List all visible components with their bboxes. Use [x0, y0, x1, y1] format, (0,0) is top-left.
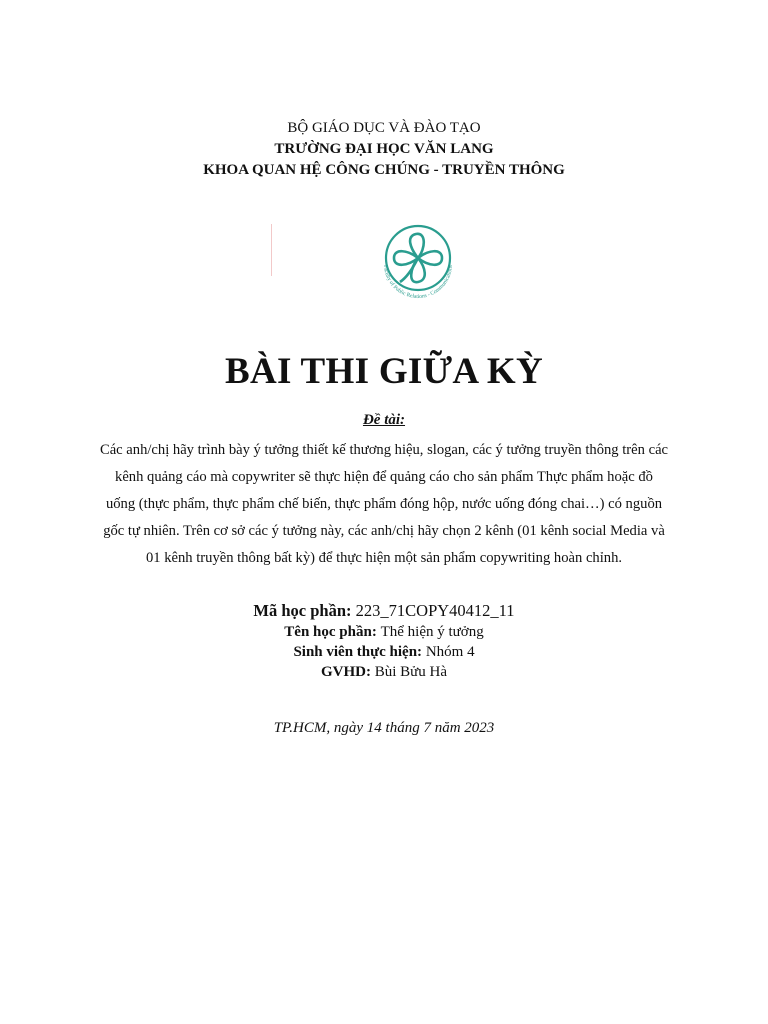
topic-text	[84, 437, 684, 572]
course-code-row	[0, 600, 768, 622]
topic-line: Các anh/chị hãy trình bày ý tưởng thiết kế thương hiệu, slogan, các ý tưởng truyền thông trên các	[99, 442, 669, 458]
page-title: BÀI THI GIỮA KỲ	[224, 351, 544, 392]
topic-line: gốc tự nhiên. Trên cơ sở các ý tưởng này, các anh/chị hãy chọn 2 kênh (01 kênh social Media và	[103, 523, 665, 539]
course-info	[0, 600, 768, 682]
course-name-value: Thể hiện ý tưởng	[380, 624, 484, 640]
students-row	[0, 642, 768, 662]
students-label: Sinh viên thực hiện:	[293, 644, 426, 660]
topic-label: Đề tài:	[362, 412, 406, 428]
students-value: Nhóm 4	[425, 644, 475, 660]
course-name-label: Tên học phần:	[284, 624, 381, 640]
topic-line: kênh quảng cáo mà copywriter sẽ thực hiện để quảng cáo cho sản phẩm Thực phẩm hoặc đồ	[115, 469, 653, 485]
topic-line: uống (thực phẩm, thực phẩm chế biến, thực phẩm đóng hộp, nước uống đóng chai…) có nguồn	[105, 496, 663, 512]
ministry-name: BỘ GIÁO DỤC VÀ ĐÀO TẠO	[287, 120, 481, 136]
advisor-value: Bùi Bửu Hà	[374, 664, 448, 680]
place-date: TP.HCM, ngày 14 tháng 7 năm 2023	[273, 720, 495, 736]
advisor-row	[0, 662, 768, 682]
course-code-value: 223_71COPY40412_11	[355, 601, 515, 620]
margin-mark	[271, 224, 272, 276]
advisor-label: GVHD:	[320, 664, 375, 680]
topic-line: 01 kênh truyền thông bất kỳ) để thực hiện một sản phẩm copywriting hoàn chỉnh.	[145, 550, 623, 566]
course-name-row	[0, 622, 768, 642]
institution-header	[0, 118, 768, 181]
logo-ring-text: Faculty of Public Relations - Communications	[381, 264, 454, 300]
course-code-label: Mã học phần:	[253, 601, 356, 620]
school-name: TRƯỜNG ĐẠI HỌC VĂN LANG	[274, 141, 494, 157]
clover-logo-icon	[370, 222, 466, 306]
faculty-name: KHOA QUAN HỆ CÔNG CHÚNG - TRUYỀN THÔNG	[203, 162, 565, 178]
